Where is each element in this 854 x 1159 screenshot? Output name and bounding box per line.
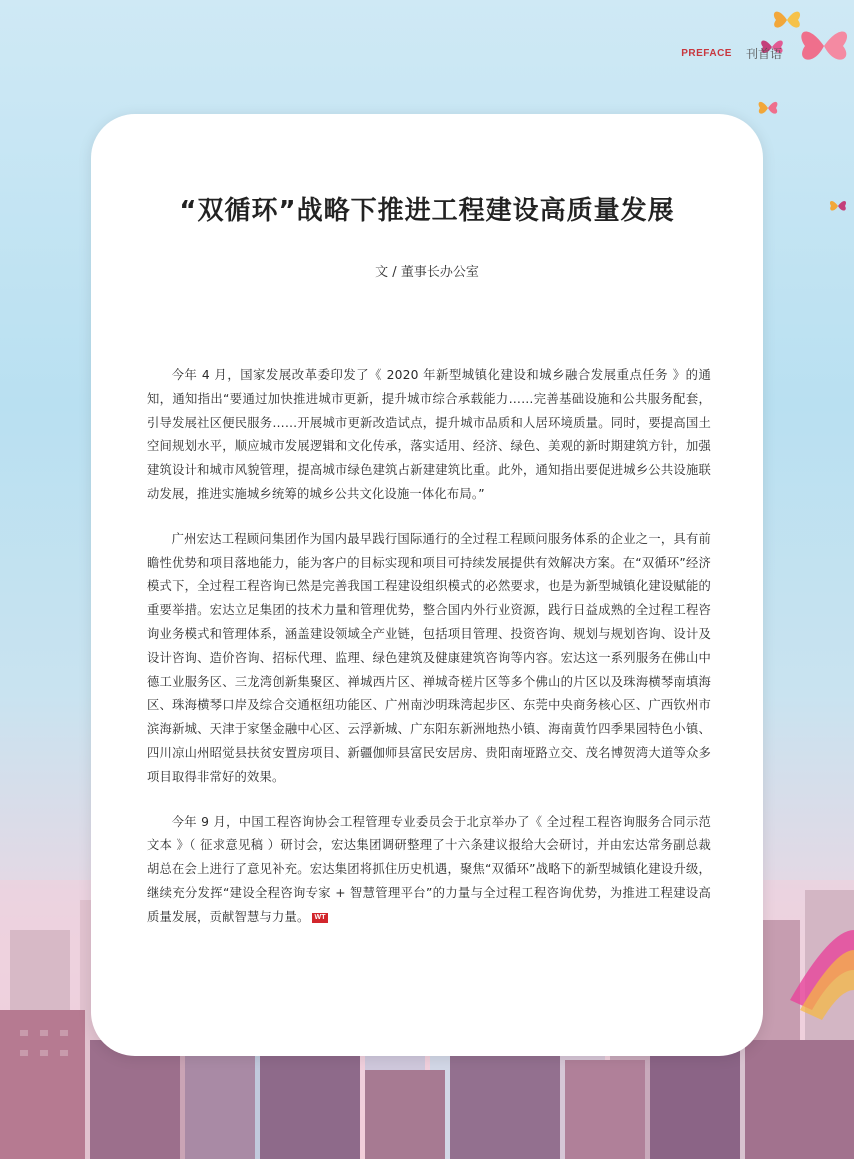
butterfly-icon [795, 22, 854, 70]
section-label-cn: 刊首语 [745, 46, 782, 61]
section-label-en: PREFACE [681, 47, 732, 59]
article-paragraph: 今年 9 月，中国工程咨询协会工程管理专业委员会于北京举办了《 全过程工程咨询服务合同示范文本 》（ 征求意见稿 ）研讨会，宏达集团调研整理了十六条建议报给大会研讨，并由宏达常务副总裁胡总在会上进行了意见补充。宏达集团将抓住历史机遇，聚焦“双循环”战略下的新型城镇化建设升级，继续充分发挥“建设全程咨询专家 + 智慧管理平台”的力量与全过程工程咨询优势，为推进工程建设高质量发展，贡献智慧与力量。 WT [147, 814, 711, 924]
article-card [91, 114, 763, 1056]
article-paragraph: 广州宏达工程顾问集团作为国内最早践行国际通行的全过程工程顾问服务体系的企业之一，具有前瞻性优势和项目落地能力，能为客户的目标实现和项目可持续发展提供有效解决方案。在“双循环”经济模式下，全过程工程咨询已然是完善我国工程建设组织模式的必然要求，也是为新型城镇化建设赋能的重要举措。宏达立足集团的技术力量和管理优势，整合国内外行业资源，践行日益成熟的全过程工程咨询业务模式和管理体系，涵盖建设领域全产业链，包括项目管理、投资咨询、规划与规划咨询、设计及设计咨询、造价咨询、招标代理、监理、绿色建筑及健康建筑咨询等内容。宏达这一系列服务在佛山中德工业服务区、三龙湾创新集聚区、禅城西片区、禅城奇槎片区等多个佛山的片区以及珠海横琴南填海区、珠海横琴口岸及综合交通枢纽功能区、广州南沙明珠湾起步区、东莞中央商务核心区、广西钦州市滨海新城、天津于家堡金融中心区、云浮新城、广东阳东新洲地热小镇、海南黄竹四季果园特色小镇、四川凉山州昭觉县扶贫安置房项目、新疆伽师县富民安居房、贵阳南垭路立交、茂名博贺湾大道等众多项目取得非常好的效果。 [147, 531, 711, 784]
article-paragraph: 今年 4 月，国家发展改革委印发了《 2020 年新型城镇化建设和城乡融合发展重点任务 》的通知，通知指出“要通过加快推进城市更新，提升城市综合承载能力……完善基础设施和公共服务配套，引导发展社区便民服务……开展城市更新改造试点，提升城市品质和人居环境质量。同时，要提高国土空间规划水平，顺应城市发展逻辑和文化传承，落实适用、经济、绿色、美观的新时期建筑方针，加强建筑设计和城市风貌管理，提高城市绿色建筑占新建建筑比重。此外，通知指出要促进城乡公共设施联动发展，推进实施城乡统筹的城乡公共文化设施一体化布局。” [147, 368, 711, 501]
article-title: “双循环”战略下推进工程建设高质量发展 [179, 196, 675, 226]
article-body [147, 364, 711, 951]
butterfly-icon [828, 198, 848, 214]
end-mark-badge: WT [314, 913, 326, 921]
page-header [681, 44, 782, 62]
article-author: 文 / 董事长办公室 [375, 265, 479, 280]
butterfly-icon [756, 98, 780, 118]
